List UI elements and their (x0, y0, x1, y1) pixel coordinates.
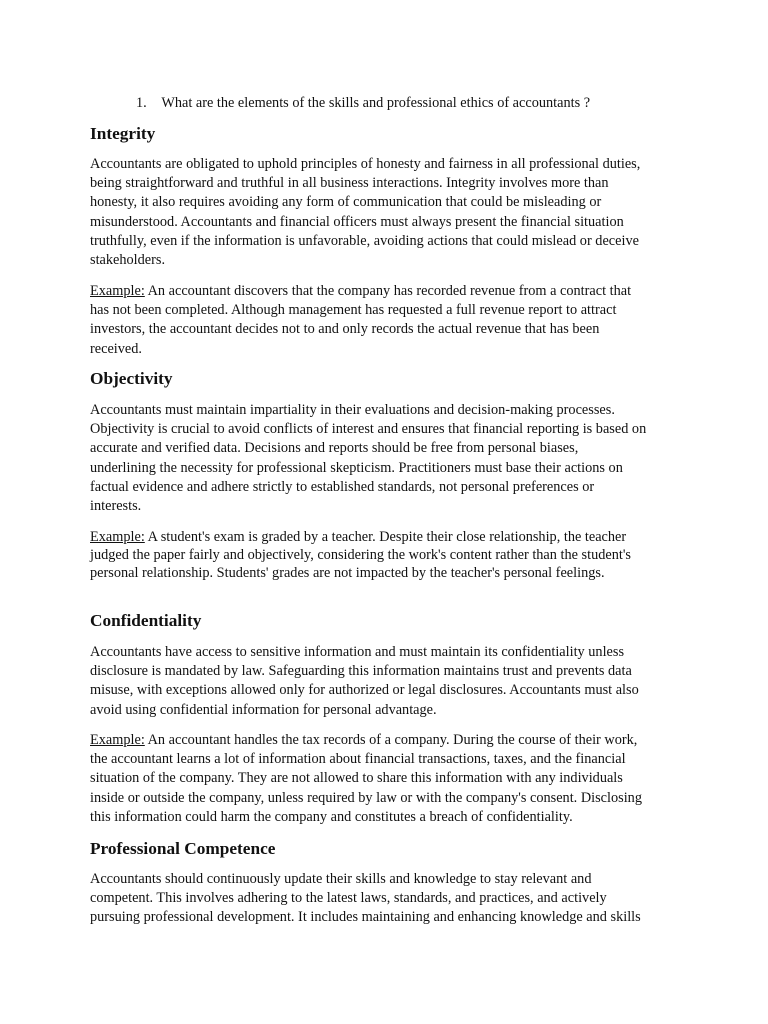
paragraph-professional-competence: Accountants should continuously update their skills and knowledge to stay relevant and competent. This involves adhering to the latest laws, standards, and practices, and actively pursuing professional development. It includes maintaining and enhancing knowledge and skills (90, 871, 641, 926)
paragraph-confidentiality: Accountants have access to sensitive information and must maintain its confidentiality unless disclosure is mandated by law. Safeguarding this information maintains trust and prevents data misuse, with exceptions allowed only for authorized or legal disclosures. Accountants must also avoid using confidential information for personal advantage. (90, 644, 639, 718)
heading-professional-competence: Professional Competence (90, 839, 276, 858)
example-confidentiality: Example: An accountant handles the tax records of a company. During the course of their work, the accountant learns a lot of information about financial transactions, taxes, and the financial situation of the company. They are not allowed to share this information with any individuals inside or outside the company, unless required by law or with the company's consent. Disclosing this information could harm the company and constitutes a breach of confidentiality. (90, 732, 642, 825)
heading-integrity: Integrity (90, 124, 156, 143)
paragraph-objectivity: Accountants must maintain impartiality in their evaluations and decision-making processes. Objectivity is crucial to avoid conflicts of interest and ensures that financial reporting is based on accurate and verified data. Decisions and reports should be free from personal biases, underlining the necessity for professional skepticism. Practitioners must base their actions on factual evidence and adhere strictly to established standards, not personal preferences or interests. (90, 402, 647, 515)
question-text: What are the elements of the skills and professional ethics of accountants ? (161, 95, 591, 111)
example-label: Example: (90, 732, 145, 748)
heading-objectivity: Objectivity (90, 369, 173, 388)
example-label: Example: (90, 529, 145, 545)
example-integrity: Example: An accountant discovers that the company has recorded revenue from a contract that has not been completed. Although management has requested a full revenue report to attract investors, the accountant decides not to and only records the actual revenue that has been received. (90, 283, 632, 357)
heading-confidentiality: Confidentiality (90, 611, 202, 630)
example-label: Example: (90, 283, 145, 299)
question-number: 1. (136, 95, 147, 111)
question-item (136, 94, 736, 112)
example-objectivity: Example: A student's exam is graded by a teacher. Despite their close relationship, the teacher judged the paper fairly and objectively, considering the work's content rather than the student's personal relationship. Students' grades are not impacted by the teacher's personal feelings. (90, 529, 631, 581)
paragraph-integrity: Accountants are obligated to uphold principles of honesty and fairness in all professional duties, being straightforward and truthful in all business interactions. Integrity involves more than honesty, it also requires avoiding any form of communication that could be misleading or misunderstood. Accountants and financial officers must always present the financial situation truthfully, even if the information is unfavorable, avoiding actions that could mislead or deceive stakeholders. (90, 156, 641, 269)
